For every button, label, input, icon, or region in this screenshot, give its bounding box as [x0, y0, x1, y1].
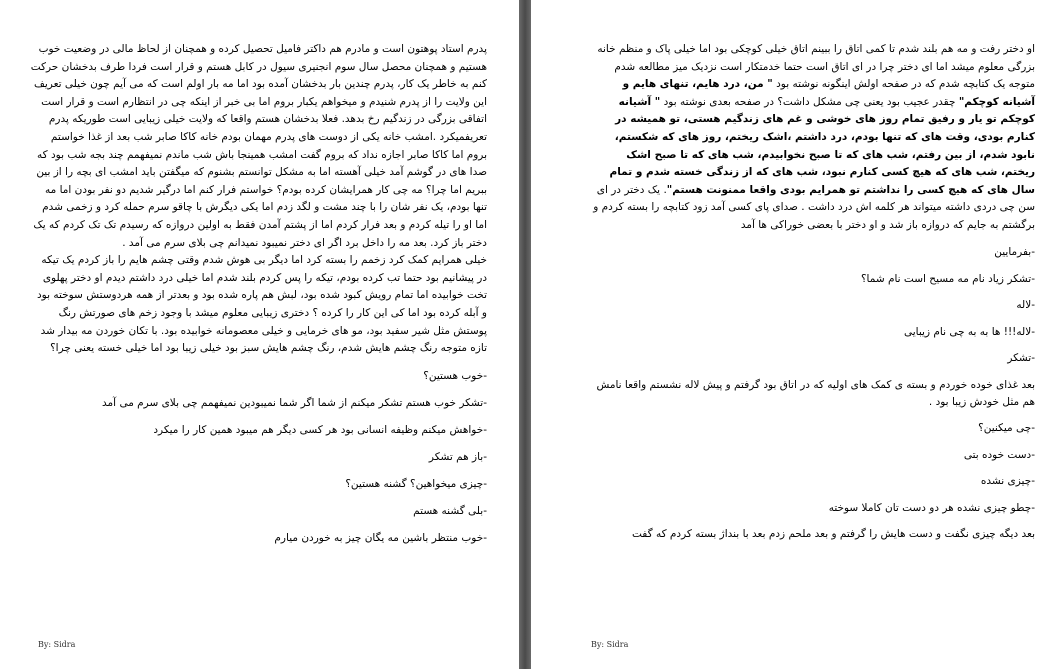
dialogue-line: -لاله [1016, 299, 1035, 312]
dialogue-line: -دست خوده بتی [963, 448, 1035, 461]
page-footer: By: Sidra [38, 640, 76, 649]
left-page-text [30, 41, 487, 547]
dialogue-line: -بفرمایین [994, 246, 1035, 259]
dialogue-line: -تشکر خوب هستم تشکر میکنم از شما اگر شما نمیبودین نمیفهمم چی بلای سرم می آمد [102, 396, 487, 409]
dialogue-line: -تشکر [1007, 352, 1035, 365]
dialogue-line: -خواهش میکنم وظیفه انسانی بود هر کسی دیگر هم میبود همین کار را میکرد [153, 423, 487, 436]
dialogue-line: -باز هم تشکر [428, 450, 487, 463]
paragraph-text: چقدر عجیب بود یعنی چی مشکل داشت؟ در صفحه بعدی نوشته بود [660, 95, 959, 108]
dialogue-line: -چی میکنین؟ [978, 422, 1035, 435]
right-page [531, 0, 1059, 669]
page-footer: By: Sidra [591, 640, 629, 649]
dialogue-line: -چیزی نشده [980, 475, 1035, 488]
page-divider [519, 0, 531, 669]
story-paragraph: خیلی همرایم کمک کرد زخمم را بسته کرد اما دیگر بی هوش شدم وقتی چشم هایم را باز کردم یک تیکه در پیشانیم بود حتما تب کرده بودم، تیکه را پس کردم بلند شدم اما خیلی درد داشتم دیدم او دختر پهلوی تخت خوابیده اما تمام رویش کبود شده بود، لبش هم پاره شده بود و بعدتر از همه هردوستش سوخته بود و آبله کرده بود اما کی این کار را کرده ؟ دختری زیبایی معلوم میشد با وجود زخم های صورتش رنگ پوستش مثل شیر سفید بود، مو های خرمایی و خیلی معصومانه خوابیده بود. با تکان خوردن مه بیدار شد تازه متوجه رنگ چشم هایش شدم، رنگ چشم هایش سبز بود خیلی زیبا بود اما خیلی خسته یعنی چرا؟ [36, 254, 487, 355]
story-paragraph: پدرم استاد پوهتون است و مادرم هم داکتر فامیل تحصیل کرده و همچنان از لحاظ مالی در وضعیت خوب هستیم و همچنان محصل سال سوم انجنیری سیول در کابل هستم و قرار است فردا طرف بدخشان حرکت کنم به خاطر یک کار، پدرم چندین بار بدخشان آمده بود اما مه بار اولم است که می آیم چون خیلی تعریف این ولایت را از پدرم شنیدم و میخواهم یکبار بروم اما بی خبر از اینکه چی در انتظارم است و قرار است اتفاقی بزرگی در زندگیم رخ بدهد. فعلا بدخشان هستم واقعا که ولایت خیلی زیبایی است طوریکه پدرم تعریفمیکرد .امشب خانه یکی از دوست های پدرم مهمان بودم خانه کاکا صابر شب بعد از غذا خواستم بروم اما کاکا صابر اجازه نداد که بروم گفت امشب همینجا باش شب ماندم نمیفهمم چند بجه شب بود که صدا های در گوشم آمد خیلی آهسته اما به مشکل توانستم بشنوم که میگفتن باید امشب ای بچه را از بین ببریم اما چرا؟ مه چی کار همرایشان کرده بودم؟ خواستم فرار کنم اما درگیر شدیم دو نفر بودن اما مه تنها بودم، یک نفر شان را با چند مشت و لگد زدم اما یکی دیگرش با چاقو سرم حمله کرد و زخمی شدم اما او را تیله کردم و بعد فرار کردم اما از پشتم آمدن فقط به اولین دروازه که رسیدم تک تک کردم که یک دختر باز کرد. بعد مه را داخل برد اگر ای دختر نمیبود نمیدانم چی بلای سرم می آمد . [30, 43, 487, 249]
dialogue-line: -چیزی میخواهین؟ گشنه هستین؟ [345, 477, 487, 490]
left-page [0, 0, 519, 669]
dialogue-line: -بلی گشنه هستم [413, 504, 487, 517]
dialogue-line: -لاله!!! ها به به چی نام زیبایی [904, 325, 1035, 338]
dialogue-line: -چطو چیزی نشده هر دو دست تان کاملا سوخته [828, 501, 1035, 514]
notebook-entry: " آشیانه کوچکم تو یار و رفیق تمام روز های خوشی و غم های زندگیم هستی، تو همیشه در کنارم بودی، وقت های که تنها بودم، درد داشتم ،اشک ریختم، روز های که شکستم، نابود شدم، از بین رفتم، شب های که تا صبح نخوابیدم، شب های که تا صبح اشک ریختم، شب های که هیچ کسی کنارم نبود، شب های که از زندگی خسته شدم و تمام سال های که هیچ کسی را نداشتم تو همرایم بودی واقعا ممنونت هستم" [609, 95, 1035, 196]
dialogue-line: -خوب هستین؟ [423, 369, 487, 382]
paragraph-text: او دختر رفت و مه هم بلند شدم تا کمی اتاق را ببینم اتاق خیلی کوچکی بود اما خیلی پاک و منظم خانه بزرگی معلوم میشد اما ای دختر چرا در ای اتاق است حتما خدمتکار است نزدیک میز مطالعه شدم متوجه یک کتابچه شدم که در صفحه اولش اینگونه نوشته بود [597, 43, 1035, 91]
notebook-title: " من، درد هایم، تنهای هایم و آشیانه کوچکم" [622, 78, 1035, 108]
story-paragraph [589, 41, 1035, 235]
paragraph-text: . یک دختر در ای سن چی دردی داشته میتواند هر کلمه اش درد داشت . صدای پای کسی آمد زود کتابچه را بسته کردم و برگشتم به جایم که دروازه باز شد و او دختر با بعضی خوراکی ها آمد [593, 183, 1035, 231]
dialogue-line: -خوب منتظر باشین مه یگان چیز به خوردن میارم [274, 531, 487, 544]
dialogue-line: -تشکر زیاد نام مه مسیح است نام شما؟ [860, 272, 1035, 285]
dialogue-line: بعد دیگه چیزی نگفت و دست هایش را گرفتم و بعد ملحم زدم بعد با بنداژ بسته کردم که گفت [631, 528, 1035, 541]
right-page-text [589, 41, 1035, 543]
dialogue-line: بعد غذای خوده خوردم و بسته ی کمک های اولیه که در اتاق بود گرفتم و پیش لاله نشستم واقعا نامش هم مثل خودش زیبا بود . [596, 378, 1035, 408]
